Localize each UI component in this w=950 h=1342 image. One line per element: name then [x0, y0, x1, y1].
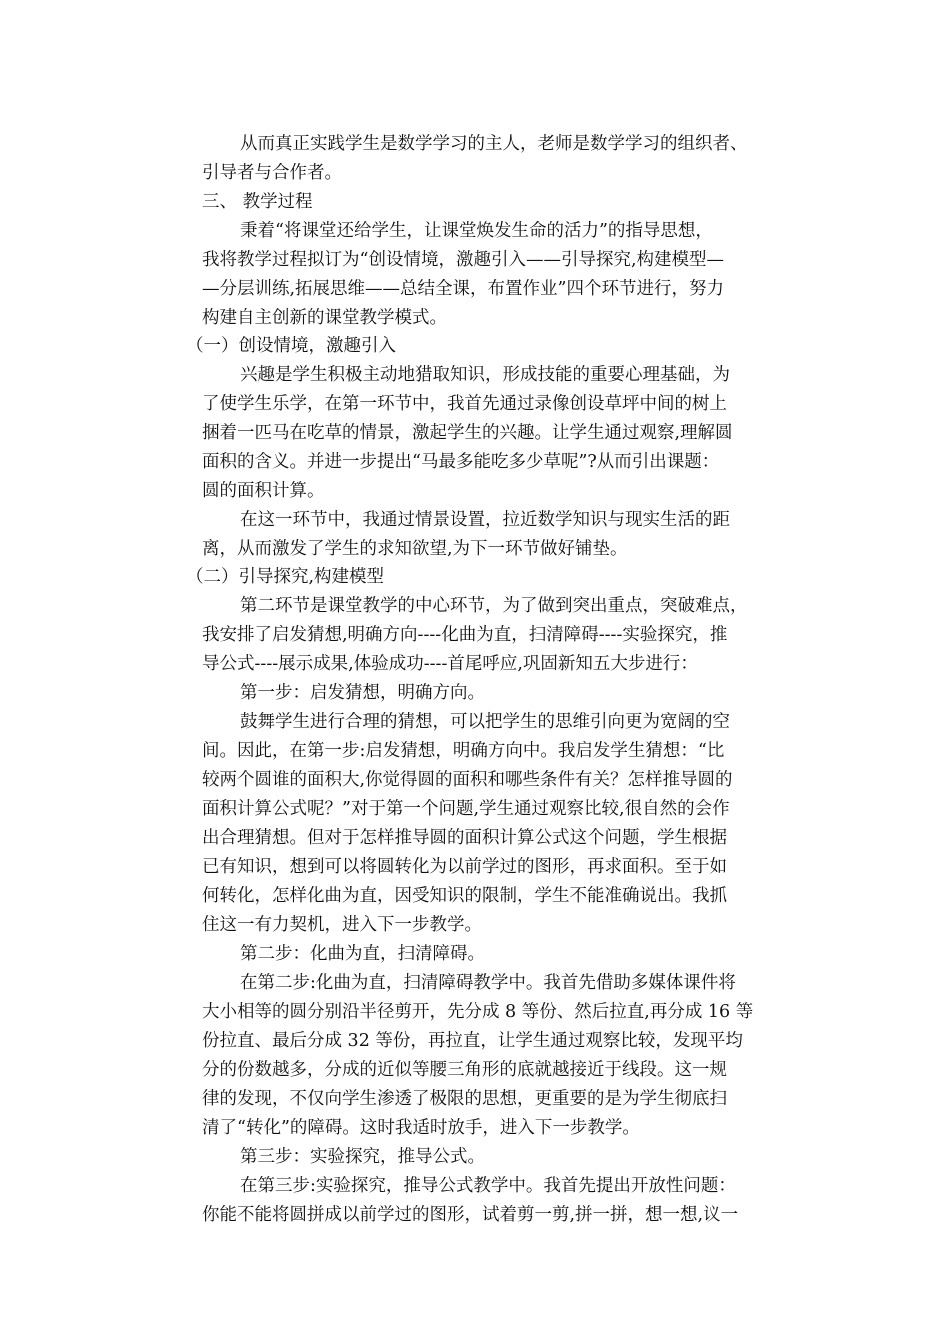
section-heading: 三、 教学过程	[202, 192, 313, 212]
text-line: 离，从而激发了学生的求知欲望,为下一环节做好铺垫。	[202, 539, 628, 559]
text-line: 我将教学过程拟订为“创设情境，激趣引入——引导探究,构建模型—	[202, 250, 725, 270]
text-line: 在这一环节中，我通过情景设置，拉近数学知识与现实生活的距	[240, 510, 730, 530]
text-line: 引导者与合作者。	[202, 163, 342, 183]
text-line: 从而真正实践学生是数学学习的主人，老师是数学学习的组织者、	[240, 134, 748, 154]
step-heading: 第二步：化曲为直，扫清障碍。	[240, 944, 485, 964]
text-line: 你能不能将圆拼成以前学过的图形，试着剪一剪,拼一拼，想一想,议一	[202, 1205, 739, 1225]
text-line: 面积的含义。并进一步提出“马最多能吃多少草呢”?从而引出课题：	[202, 452, 720, 472]
text-line: 较两个圆谁的面积大,你觉得圆的面积和哪些条件有关？怎样推导圆的	[202, 770, 733, 790]
text-line: 圆的面积计算。	[202, 481, 325, 501]
text-line: 出合理猜想。但对于怎样推导圆的面积计算公式这个问题，学生根据	[202, 828, 727, 848]
subsection-heading: （一）创设情境，激趣引入	[186, 336, 396, 356]
text-line: 大小相等的圆分别沿半径剪开，先分成 8 等份、然后拉直,再分成 16 等	[202, 1002, 754, 1022]
text-line: 鼓舞学生进行合理的猜想，可以把学生的思维引向更为宽阔的空	[240, 712, 730, 732]
text-line: 住这一有力契机，进入下一步教学。	[202, 915, 482, 935]
text-line: 已有知识，想到可以将圆转化为以前学过的图形，再求面积。至于如	[202, 857, 727, 877]
step-heading: 第三步：实验探究，推导公式。	[240, 1147, 485, 1167]
text-line: 了使学生乐学，在第一环节中，我首先通过录像创设草坪中间的树上	[202, 394, 727, 414]
step-heading: 第一步：启发猜想，明确方向。	[240, 683, 485, 703]
subsection-heading: （二）引导探究,构建模型	[186, 567, 385, 587]
text-line: 在第三步:实验探究，推导公式教学中。我首先提出开放性问题：	[240, 1176, 736, 1196]
text-line: 兴趣是学生积极主动地猎取知识，形成技能的重要心理基础，为	[240, 365, 730, 385]
text-line: 秉着“将课堂还给学生，让课堂焕发生命的活力”的指导思想，	[240, 221, 713, 241]
text-line: 清了“转化”的障碍。这时我适时放手，进入下一步教学。	[202, 1118, 640, 1138]
text-line: 面积计算公式呢？”对于第一个问题,学生通过观察比较,很自然的会作	[202, 799, 730, 819]
text-line: 分的份数越多，分成的近似等腰三角形的底就越接近于线段。这一规	[202, 1060, 727, 1080]
text-line: 律的发现，不仅向学生渗透了极限的思想，更重要的是为学生彻底扫	[202, 1089, 727, 1109]
text-line: 捆着一匹马在吃草的情景，激起学生的兴趣。让学生通过观察,理解圆	[202, 423, 733, 443]
text-line: —分层训练,拓展思维——总结全课，布置作业”四个环节进行，努力	[202, 279, 725, 299]
text-line: 构建自主创新的课堂教学模式。	[202, 308, 447, 328]
text-line: 导公式----展示成果,体验成功----首尾呼应,巩固新知五大步进行：	[202, 654, 698, 674]
text-line: 第二环节是课堂教学的中心环节，为了做到突出重点，突破难点，	[240, 596, 748, 616]
text-line: 间。因此，在第一步:启发猜想，明确方向中。我启发学生猜想：“比	[202, 741, 725, 761]
text-line: 份拉直、最后分成 32 等份，再拉直，让学生通过观察比较，发现平均	[202, 1031, 743, 1051]
text-line: 何转化，怎样化曲为直，因受知识的限制，学生不能准确说出。我抓	[202, 886, 727, 906]
text-line: 我安排了启发猜想,明确方向----化曲为直，扫清障碍----实验探究，推	[202, 625, 728, 645]
text-line: 在第二步:化曲为直，扫清障碍教学中。我首先借助多媒体课件将	[240, 973, 736, 993]
